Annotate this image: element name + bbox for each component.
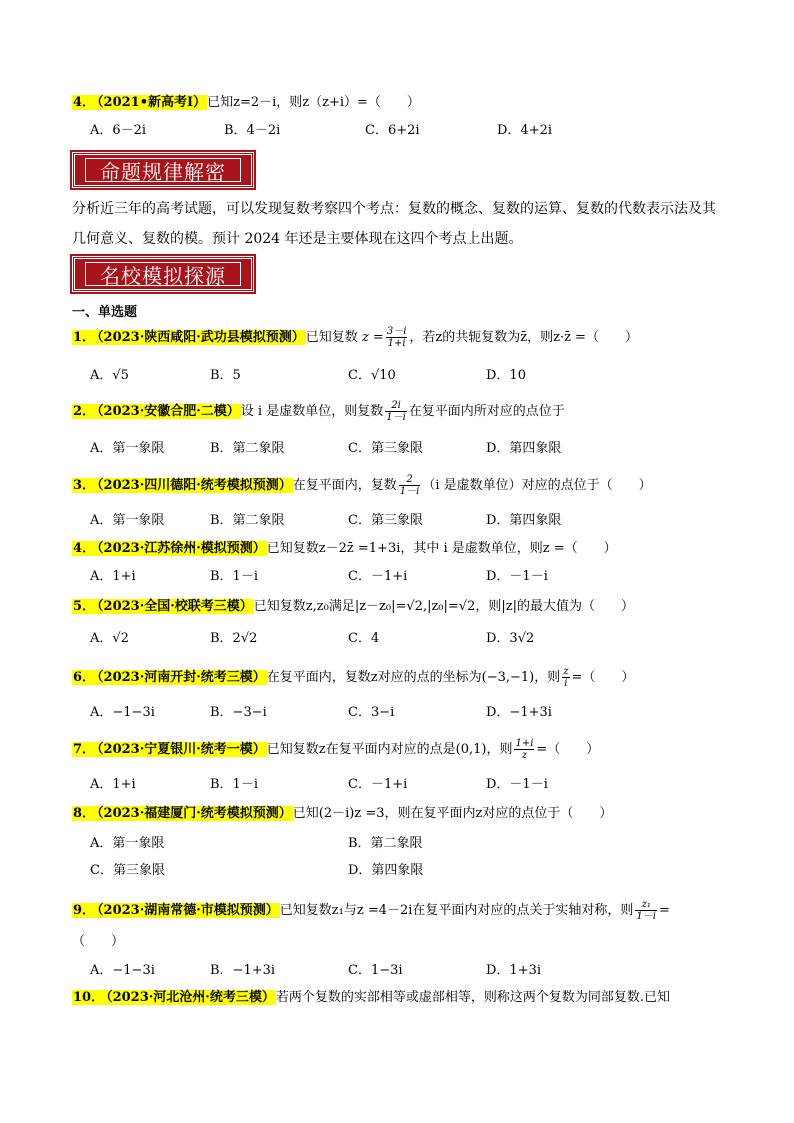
question-source: （2023·四川德阳·统考模拟预测）	[97, 478, 292, 493]
option: D．第四象限	[486, 441, 562, 456]
question-text: =（ ）	[536, 742, 600, 757]
fraction: $\frac{\text{z₁}}{1-i}$	[636, 899, 656, 922]
option: D．1+3i	[486, 963, 542, 978]
question-text: 在复平面内所对应的点位于	[408, 404, 565, 419]
option: A．6－2i	[90, 123, 147, 138]
option: A．−1−3i	[90, 963, 155, 978]
question	[72, 804, 612, 824]
question	[72, 400, 565, 423]
option: B．5	[210, 368, 241, 383]
fraction: $\frac{2i}{1-i}$	[386, 400, 406, 423]
question-text: 已知复数z－2z̄ =1+3i，其中 i 是虚数单位，则z =（ ）	[266, 541, 617, 556]
section-heading: 一、单选题	[72, 305, 138, 320]
question-source: 4．	[73, 95, 96, 110]
question-source: （2023·陕西咸阳·武功县模拟预测）	[97, 330, 305, 345]
question: 1． （2023·陕西咸阳·武功县模拟预测）已知复数 z = $\frac{3-i}{1+i}$ ，若z的共轭复数为z̄，则z·z̄ =（ ）	[73, 326, 638, 349]
question-text: 在复平面内，复数	[292, 478, 397, 493]
question-text: =（ ）	[571, 670, 635, 685]
option: A．1+i	[90, 569, 136, 584]
question-text: （i 是虚数单位）对应的点位于（ ）	[422, 478, 652, 493]
option: D．3√2	[486, 631, 535, 646]
option: B．1－i	[210, 777, 258, 792]
option: B．−3−i	[210, 705, 267, 720]
question-source: （2023·河北沧州·统考三模）	[106, 990, 275, 1005]
option: D．10	[486, 368, 526, 383]
section-banner	[72, 152, 254, 188]
question-text: ，若z的共轭复数为z̄，则z·z̄ =（ ）	[409, 330, 638, 345]
option: C．1−3i	[348, 963, 403, 978]
question-source: （2021•新高考Ⅰ）	[97, 95, 207, 110]
question-text: 在复平面内，复数z对应的点的坐标为(−3,−1)，则	[266, 670, 561, 685]
option: D．第四象限	[486, 513, 562, 528]
fraction: $\frac{z}{i}$	[563, 666, 569, 689]
option: D．4+2i	[497, 123, 553, 138]
question	[72, 738, 599, 761]
option: B．2√2	[210, 631, 258, 646]
question-source: （2023·福建厦门·统考模拟预测）	[97, 806, 292, 821]
option: B．1－i	[210, 569, 258, 584]
option: D．－1－i	[486, 569, 548, 584]
section-banner	[72, 256, 254, 292]
option: A．√5	[90, 368, 129, 383]
fraction: $\frac{2}{1-i}$	[399, 474, 420, 497]
question-source: （2023·湖南常德·市模拟预测）	[97, 903, 279, 918]
question-text: 设 i 是虚数单位，则复数	[240, 404, 384, 419]
question-number: 7．	[73, 742, 96, 757]
question-text: 已知复数	[305, 330, 358, 345]
question-stem: 已知z=2－i，则z（z+i）=（ ）	[207, 95, 420, 110]
option: D．−1+3i	[486, 705, 552, 720]
option: D．－1－i	[486, 777, 548, 792]
option: C．－1+i	[348, 777, 408, 792]
option: D．第四象限	[348, 863, 424, 878]
option: C．第三象限	[348, 513, 423, 528]
question-number: 3．	[73, 478, 96, 493]
option: B．第二象限	[210, 513, 285, 528]
question-text: =	[658, 903, 670, 918]
question-source: （2023·全国·校联考三模）	[97, 599, 253, 614]
question	[72, 597, 634, 617]
question-text: 已知复数z在复平面内对应的点是(0,1)，则	[266, 742, 513, 757]
option: B．第二象限	[348, 836, 423, 851]
option: C．6+2i	[365, 123, 420, 138]
question-number: 10．	[73, 990, 105, 1005]
option: A．第一象限	[90, 441, 165, 456]
fraction: $\frac{3-i}{1+i}$	[386, 326, 407, 349]
question-number: 4．	[73, 541, 96, 556]
question-text: 已知(2－i)z =3，则在复平面内z对应的点位于（ ）	[292, 806, 613, 821]
question-number: 9．	[73, 903, 96, 918]
option: A．第一象限	[90, 836, 165, 851]
question-text: 若两个复数的实部相等或虚部相等，则称这两个复数为同部复数.已知	[275, 990, 670, 1005]
question-number: 2．	[73, 404, 96, 419]
option: C．3−i	[348, 705, 395, 720]
question	[72, 474, 652, 497]
option: C．第三象限	[348, 441, 423, 456]
top-question	[72, 93, 420, 113]
option: C．4	[348, 631, 380, 646]
question	[72, 666, 634, 689]
question-source: （2023·江苏徐州·模拟预测）	[97, 541, 266, 556]
banner-title: 名校模拟探源	[85, 262, 241, 286]
option: B．−1+3i	[210, 963, 276, 978]
option: A．−1−3i	[90, 705, 155, 720]
question-number: 1．	[73, 330, 96, 345]
analysis-paragraph: 分析近三年的高考试题，可以发现复数考察四个考点：复数的概念、复数的运算、复数的代数表示法及其几何意义、复数的模。预计 2024 年还是主要体现在这四个考点上出题。	[72, 201, 716, 247]
question-number: 6．	[73, 670, 96, 685]
question	[72, 899, 670, 922]
question-source: （2023·安徽合肥·二模）	[97, 404, 240, 419]
banner-title: 命题规律解密	[85, 158, 241, 182]
fraction: $\frac{1+i}{z}$	[515, 738, 534, 761]
option: A．第一象限	[90, 513, 165, 528]
option: A．√2	[90, 631, 129, 646]
option: C．－1+i	[348, 569, 408, 584]
question-continuation: （ ）	[72, 934, 125, 949]
question-text: 已知复数z,z₀满足|z－z₀|=√2,|z₀|=√2，则|z|的最大值为（ ）	[253, 599, 634, 614]
question-number: 8．	[73, 806, 96, 821]
option: C．√10	[348, 368, 396, 383]
option: A．1+i	[90, 777, 136, 792]
question-source: （2023·河南开封·统考三模）	[97, 670, 266, 685]
question-text: 已知复数z₁与z =4－2i在复平面内对应的点关于实轴对称，则	[279, 903, 634, 918]
question-number: 5．	[73, 599, 96, 614]
question-source: （2023·宁夏银川·统考一模）	[97, 742, 266, 757]
option: B．第二象限	[210, 441, 285, 456]
option: B．4－2i	[224, 123, 281, 138]
question	[72, 988, 670, 1008]
option: C．第三象限	[90, 863, 165, 878]
question	[72, 539, 617, 559]
